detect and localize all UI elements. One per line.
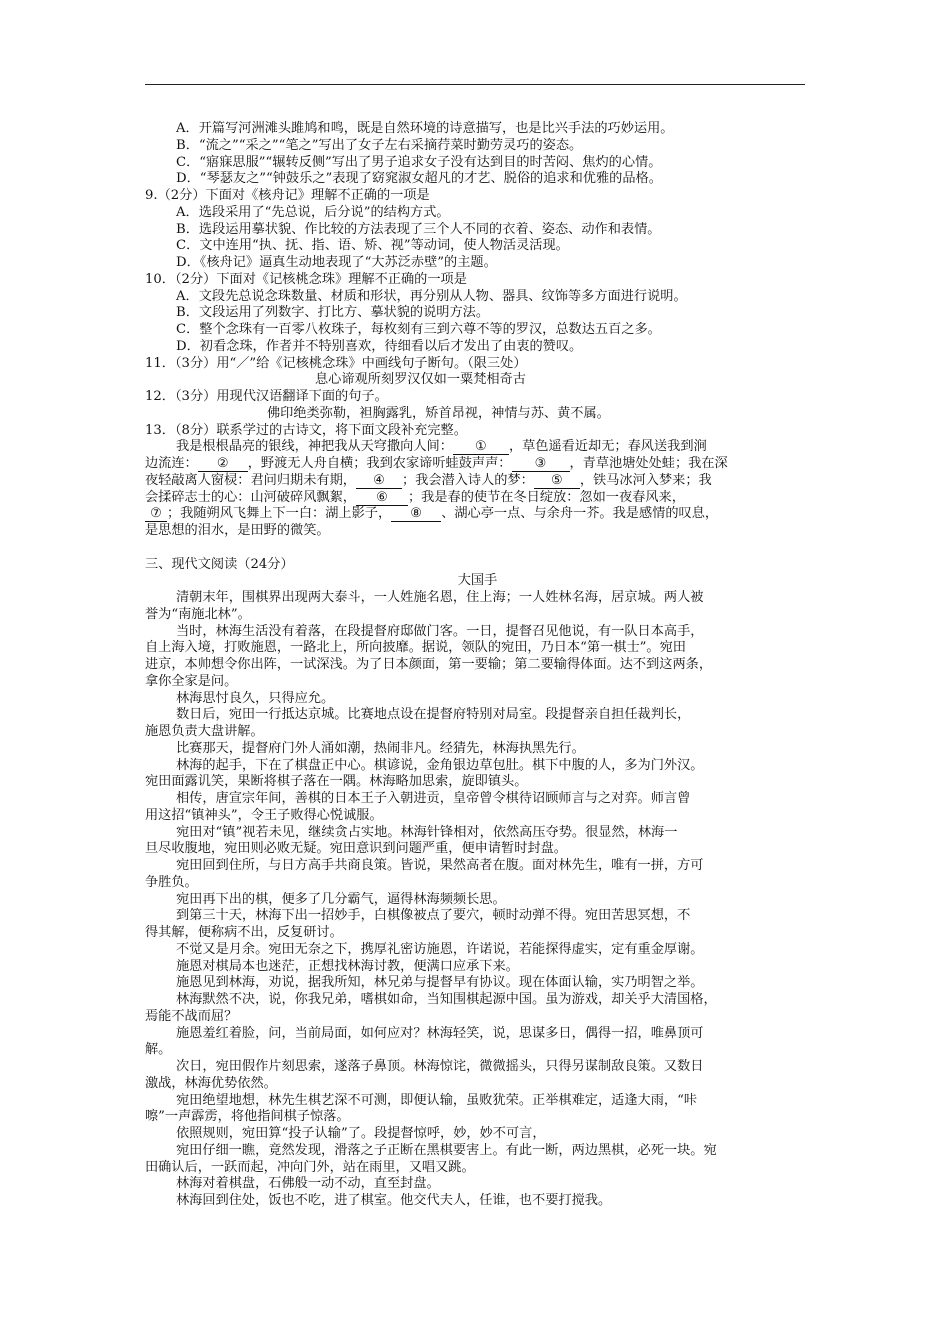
blank-5[interactable]: ⑤	[534, 474, 580, 489]
page-content	[145, 121, 810, 1210]
paragraph-line: 宛田对“镇”视若未见，继续贪占实地。林海针锋相对，依然高压夺势。很显然，林海一	[176, 824, 678, 840]
paragraph-line: 解。	[145, 1042, 172, 1058]
q12-stem: 12．（3分）用现代汉语翻译下面的句子。	[145, 389, 388, 404]
option-item: A．选段采用了“先总说，后分说”的结构方式。	[176, 204, 450, 220]
paragraph-line: 嚓”一声霹雳，将他指间棋子惊落。	[145, 1109, 350, 1125]
q12-sentence: 佛印绝类弥勒，袒胸露乳，矫首昂视，神情与苏、黄不属。	[267, 405, 610, 421]
q13-text: ；我是春的使节在冬日绽放：忽如一夜春风来，	[408, 489, 685, 505]
option-item: A．文段先总说念珠数量、材质和形状，再分别从人物、器具、纹饰等多方面进行说明。	[176, 288, 687, 304]
paragraph-line: 争胜负。	[145, 874, 198, 890]
paragraph-line: 不觉又是月余。宛田无奈之下，携厚礼密访施恩，许诺说，若能探得虚实，定有重金厚谢。	[176, 941, 704, 957]
q13-text: ，铁马冰河入梦来；我	[579, 472, 712, 488]
paragraph-line: 林海对着棋盘，石佛般一动不动，直至封盘。	[176, 1176, 440, 1192]
blank-7[interactable]: ⑦	[145, 507, 167, 522]
paragraph-line: 得其解，便称病不出，反复研讨。	[145, 925, 343, 940]
q11-sentence: 息心谛观所刻罗汉仅如一粟梵相奇古	[315, 372, 526, 388]
paragraph-line: 相传，唐宣宗年间，善棋的日本王子入朝进贡，皇帝曾令棋待诏顾师言与之对弈。师言曾	[176, 791, 691, 806]
q10-stem: 10．（2分）下面对《记核桃念珠》理解不正确的一项是	[145, 271, 467, 287]
option-item: B．“流之”“采之”“笔之”写出了女子左右采摘荇菜时勤劳灵巧的姿态。	[176, 137, 583, 153]
section-heading: 三、现代文阅读（24分）	[145, 556, 294, 572]
q8-options	[145, 121, 810, 188]
option-item: D．“琴瑟友之”“钟鼓乐之”表现了窈窕淑女超凡的才艺、脱俗的追求和优雅的品格。	[176, 171, 662, 187]
header-rule	[145, 84, 805, 85]
q13-line-5	[145, 506, 810, 523]
option-item: D．《核舟记》逼真生动地表现了“大苏泛赤壁”的主题。	[176, 255, 497, 270]
option-item: A．开篇写河洲滩头雎鸠和鸣，既是自然环境的诗意描写，也是比兴手法的巧妙运用。	[176, 121, 674, 136]
option-item: C．整个念珠有一百零八枚珠子，每枚刻有三到六尊不等的罗汉，总数达五百之多。	[176, 322, 661, 337]
paragraph-line: 数日后，宛田一行抵达京城。比赛地点设在提督府特别对局室。段提督亲自担任裁判长，	[176, 707, 691, 723]
option-item: B．文段运用了列数字、打比方、摹状貌的说明方法。	[176, 305, 490, 321]
paragraph-line: 施恩羞红着脸，问，当前局面，如何应对？林海轻笑，说，思谋多日，偶得一招，唯鼻顶可	[176, 1025, 704, 1041]
paragraph-line: 宛田面露讥笑，果断将棋子落在一隅。林海略加思索，旋即镇头。	[145, 774, 528, 790]
q13-text: 会揉碎志士的心：山河破碎风飘絮，	[145, 489, 356, 505]
q13-text: ；我随朔风飞舞上下一白：湖上影子，	[167, 506, 392, 522]
article-body	[145, 590, 810, 1210]
q13-text: 我是根根晶亮的银线，神把我从天穹撒向人间：	[176, 439, 453, 455]
q13-stem: 13．（8分）联系学过的古诗文，将下面文段补充完整。	[145, 422, 467, 438]
paragraph-line: 施恩见到林海，劝说，据我所知，林兄弟与提督早有协议。现在体面认输，实乃明智之举。	[176, 975, 704, 991]
option-item: B．选段运用摹状貌、作比较的方法表现了三个人不同的衣着、姿态、动作和表情。	[176, 221, 661, 237]
q13-line-2	[145, 456, 810, 473]
paragraph-line: 田确认后，一跃而起，冲向门外，站在雨里，又唱又跳。	[145, 1159, 475, 1175]
q13-text: 夜轻敲离人窗棂：君问归期未有期，	[145, 472, 356, 488]
q11-stem: 11．（3分）用“／”给《记核桃念珠》中画线句子断句。（限三处）	[145, 355, 527, 371]
article-title: 大国手	[457, 573, 498, 589]
q9-options	[145, 205, 810, 272]
q13-text: ，野渡无人舟自横；我到农家谛听蛙鼓声声：	[247, 456, 512, 471]
paragraph-line: 拿你全家是问。	[145, 673, 238, 689]
paragraph-line: 施恩对棋局本也迷茫，正想找林海讨教，便满口应承下来。	[176, 958, 519, 974]
q13-line-1	[145, 439, 810, 456]
q10-options	[145, 289, 810, 356]
paragraph-line: 用这招“镇神头”，令王子败得心悦诚服。	[145, 807, 383, 823]
paragraph-line: 进京，本帅想令你出阵，一试深浅。为了日本颜面，第一要输；第二要输得体面。达不到这两条，	[145, 657, 713, 672]
paragraph-line: 到第三十天，林海下出一招妙手，白棋像被点了要穴，顿时动弹不得。宛田苦思冥想，不	[176, 908, 691, 924]
blank-1[interactable]: ①	[453, 440, 509, 455]
option-item: C．“寤寐思服”“辗转反侧”写出了男子追求女子没有达到目的时苦闷、焦灼的心情。	[176, 154, 662, 170]
q13-text: ，草色遥看近却无；春风送我到涧	[508, 439, 707, 455]
paragraph-line: 林海默然不决，说，你我兄弟，嗜棋如命，当知围棋起源中国。虽为游戏，却关乎大清国格，	[176, 992, 717, 1007]
q13-text: 、湖心亭一点、与余舟一芥。我是感情的叹息，	[441, 506, 719, 522]
paragraph-line: 次日，宛田假作片刻思索，遂落子鼻顶。林海惊诧，微微摇头，只得另谋制敌良策。又数日	[176, 1059, 704, 1074]
paragraph-line: 宛田回到住所，与日方高手共商良策。皆说，果然高者在腹。面对林先生，唯有一拼，方可	[176, 858, 704, 873]
blank-4[interactable]: ④	[356, 474, 402, 489]
paragraph-line: 当时，林海生活没有着落，在段提督府邸做门客。一日，提督召见他说，有一队日本高手，	[176, 623, 704, 639]
paragraph-line: 施恩负责大盘讲解。	[145, 724, 264, 739]
option-item: D．初看念珠，作者并不特别喜欢，待细看以后才发出了由衷的赞叹。	[176, 338, 583, 354]
q9-stem: 9.（2分）下面对《核舟记》理解不正确的一项是	[145, 188, 430, 203]
q13-line-4	[145, 490, 810, 507]
paragraph-line: 誉为“南施北林”。	[145, 606, 251, 622]
paragraph-line: 林海的起手，下在了棋盘正中心。棋谚说，金角银边草包肚。棋下中腹的人，多为门外汉。	[176, 757, 704, 773]
spacer	[145, 540, 810, 557]
paragraph-line: 旦尽收腹地，宛田则必败无疑。宛田意识到问题严重，便申请暂时封盘。	[145, 841, 567, 857]
q13-line-6: 是思想的泪水，是田野的微笑。	[145, 523, 330, 538]
paragraph-line: 宛田绝望地想，林先生棋艺深不可测，即便认输，虽败犹荣。正举棋难定，适逢大雨，“咔	[176, 1092, 698, 1108]
paragraph-line: 激战，林海优势依然。	[145, 1075, 277, 1091]
blank-3[interactable]: ③	[512, 457, 570, 472]
paragraph-line: 自上海入境，打败施恩，一路北上，所向披靡。据说，领队的宛田，乃日本“第一棋士”。宛田	[145, 640, 686, 656]
paragraph-line: 焉能不战而屈？	[145, 1008, 238, 1024]
q13-text: 边流连：	[145, 456, 198, 471]
paragraph-line: 宛田仔细一瞧，竟然发现，滑落之子正断在黑棋要害上。有此一断，两边黑棋，必死一块。宛	[176, 1142, 717, 1158]
q13-line-3	[145, 473, 810, 490]
option-item: C．文中连用“执、抚、指、语、矫、视”等动词，使人物活灵活现。	[176, 238, 569, 254]
paragraph-line: 清朝末年，围棋界出现两大泰斗，一人姓施名恩，住上海；一人姓林名海，居京城。两人被	[176, 590, 704, 605]
q13-text: ；我会潜入诗人的梦：	[402, 472, 534, 488]
paragraph-line: 比赛那天，提督府门外人涌如潮，热闹非凡。经猜先，林海执黑先行。	[176, 740, 585, 756]
paragraph-line: 林海回到住处，饭也不吃，进了棋室。他交代夫人，任谁，也不要打搅我。	[176, 1193, 612, 1208]
blank-6[interactable]: ⑥	[356, 491, 408, 506]
blank-8[interactable]: ⑧	[391, 507, 441, 522]
paragraph-line: 林海思忖良久，只得应允。	[176, 690, 335, 706]
blank-2[interactable]: ②	[198, 457, 248, 472]
q13-text: ，青草池塘处处蛙；我在深	[569, 456, 728, 471]
paragraph-line: 宛田再下出的棋，便多了几分霸气，逼得林海频频长思。	[176, 891, 506, 907]
paragraph-line: 依照规则，宛田算“投子认输”了。段提督惊呼，妙，妙不可言，	[176, 1126, 546, 1141]
